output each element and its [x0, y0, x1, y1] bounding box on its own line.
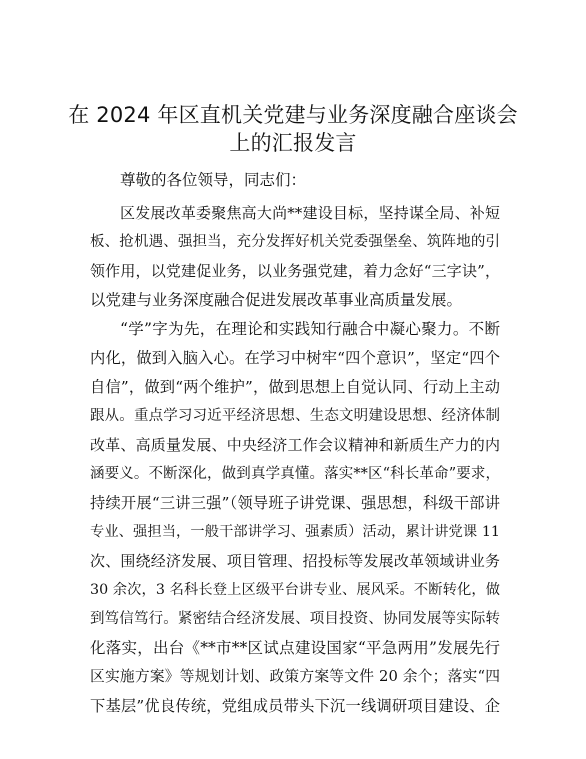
paragraph-2-line: 涵要义。不断深化，做到真学真懂。落实**区“科长革命”要求， — [90, 466, 500, 482]
paragraph-2-line: 自信”，做到“两个维护”，做到思想上自觉认同、行动上主动 — [90, 378, 500, 396]
greeting: 尊敬的各位领导，同志们： — [120, 171, 307, 189]
document-title-line-2: 上的汇报发言 — [229, 131, 357, 155]
paragraph-1-line: 以党建与业务深度融合促进发展改革事业高质量发展。 — [90, 291, 463, 309]
paragraph-2-line: 30 余次，3 名科长登上区级平台讲专业、展风采。不断转化，做 — [90, 582, 500, 598]
paragraph-1-line: 领作用，以党建促业务，以业务强党建，着力念好“三字诀”， — [90, 262, 500, 280]
paragraph-2-line: 跟从。重点学习习近平经济思想、生态文明建设思想、经济体制 — [90, 408, 500, 424]
paragraph-2-line: 次、围绕经济发展、项目管理、招投标等发展改革领域讲业务 — [90, 552, 500, 570]
paragraph-2-line: “学”字为先，在理论和实践知行融合中凝心聚力。不断 — [120, 320, 500, 338]
paragraph-2-line: 改革、高质量发展、中央经济工作会议精神和新质生产力的内 — [90, 436, 500, 454]
paragraph-1-line: 板、抢机遇、强担当，充分发挥好机关党委强堡垒、筑阵地的引 — [90, 234, 500, 250]
paragraph-2-line: 下基层”优良传统，党组成员带头下沉一线调研项目建设、企 — [90, 697, 500, 715]
paragraph-2-line: 内化，做到入脑入心。在学习中树牢“四个意识”，坚定“四个 — [90, 349, 500, 367]
paragraph-2-line: 区实施方案》等规划计划、政策方案等文件 20 余个；落实“四 — [90, 668, 500, 685]
paragraph-2-line: 专业、强担当，一般干部讲学习、强素质）活动，累计讲党课 11 — [90, 524, 500, 540]
paragraph-2-line: 化落实，出台《**市**区试点建设国家“平急两用”发展先行 — [90, 639, 500, 657]
paragraph-2-line: 持续开展“三讲三强”（领导班子讲党课、强思想，科级干部讲 — [90, 494, 500, 512]
document-title-line-1: 在 2024 年区直机关党建与业务深度融合座谈会 — [68, 103, 518, 127]
paragraph-2-line: 到笃信笃行。紧密结合经济发展、项目投资、协同发展等实际转 — [90, 611, 500, 627]
paragraph-1-line: 区发展改革委聚焦高大尚**建设目标，坚持谋全局、补短 — [120, 204, 500, 222]
